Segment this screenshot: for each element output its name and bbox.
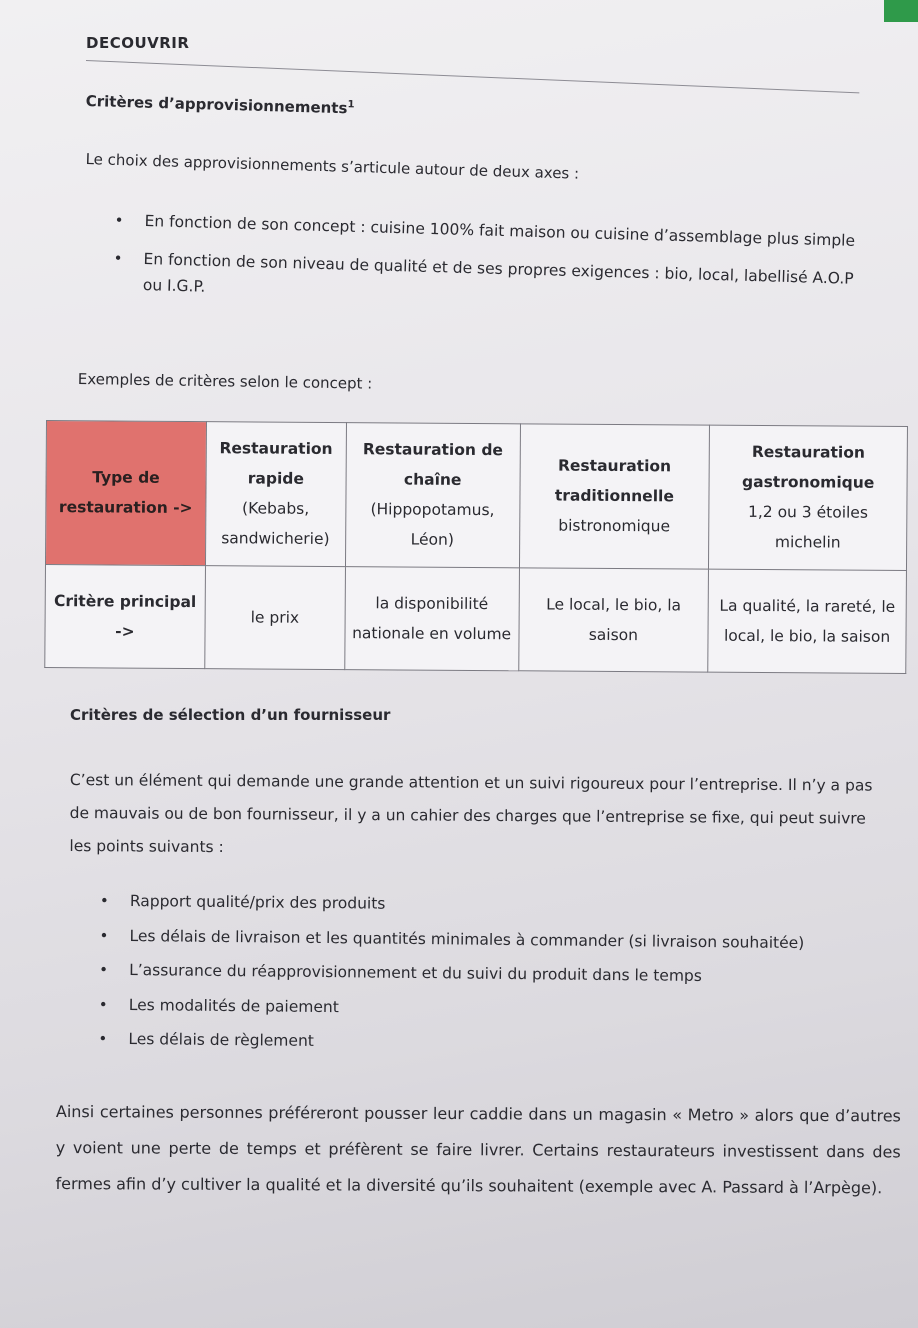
- col-traditionnelle: [519, 424, 710, 569]
- type-header-cell: Type de restauration ->: [45, 421, 206, 566]
- criterion-cell: La qualité, la rareté, le local, le bio, la saison: [708, 569, 906, 674]
- green-corner: [884, 0, 918, 22]
- criteria-list: [128, 889, 900, 1070]
- criterion-label-cell: Critère principal ->: [45, 564, 206, 668]
- table-header-row: [45, 421, 907, 571]
- concept-table: [44, 420, 908, 674]
- criteria-item: • Les délais de règlement: [128, 1027, 898, 1059]
- axes-list: [142, 208, 870, 330]
- axis-item: • En fonction de son niveau de qualité et de ses propres exigences : bio, local, labellisé A.O.P ou I.G.P.: [142, 246, 868, 318]
- criterion-cell: Le local, le bio, la saison: [518, 568, 708, 673]
- col-chaine: [345, 423, 520, 568]
- intro-paragraph: Le choix des approvisionnements s’articule autour de deux axes :: [85, 149, 580, 183]
- heading-text: Critères d’approvisionnements: [85, 92, 348, 118]
- criteria-item: • Les délais de livraison et les quantités minimales à commander (si livraison souhaitée): [129, 923, 899, 955]
- fournisseur-paragraph: C’est un élément qui demande une grande attention et un suivi rigoureux pour l’entreprise. Il n’y a pas de mauvais ou de bon fournisseur, il y a un cahier des charges que l’entreprise se fixe, qui peut suivre les points suivants :: [69, 770, 873, 857]
- heading-fournisseur: Critères de sélection d’un fournisseur: [70, 706, 391, 724]
- criterion-cell: la disponibilité nationale en volume: [344, 566, 519, 670]
- table-row: [45, 564, 907, 673]
- col-name: Restauration traditionnelle: [554, 456, 674, 506]
- header-rule: [86, 60, 859, 93]
- section-label: DECOUVRIR: [86, 34, 190, 52]
- footnote-marker: 1: [347, 99, 355, 111]
- col-name: Restauration rapide: [219, 439, 333, 489]
- col-example: bistronomique: [558, 516, 671, 536]
- col-name: Restauration gastronomique: [741, 443, 875, 493]
- criteria-item: • Les modalités de paiement: [129, 992, 899, 1024]
- criteria-item: • L’assurance du réapprovisionnement et du suivi du produit dans le temps: [129, 958, 899, 990]
- conclusion-paragraph: Ainsi certaines personnes préféreront pousser leur caddie dans un magasin « Metro » alors que d’autres y voient une perte de temps et préfèrent se faire livrer. Certains restaurateurs investissent dans des fermes afin d’y cultiver la qualité et la diversité qu’ils souhaitent (exemple avec A. Passard à l’Arpège).: [55, 1101, 901, 1198]
- table-intro: Exemples de critères selon le concept :: [77, 369, 373, 393]
- col-example: 1,2 ou 3 étoiles michelin: [747, 503, 869, 552]
- criterion-cell: le prix: [205, 565, 346, 669]
- col-rapide: [205, 422, 346, 567]
- col-name: Restauration de chaîne: [362, 440, 504, 490]
- col-example: (Hippopotamus, Léon): [370, 500, 495, 550]
- col-gastronomique: [709, 425, 908, 570]
- axis-item: • En fonction de son concept : cuisine 100% fait maison ou cuisine d’assemblage plus simple: [144, 208, 869, 254]
- heading-approvisionnements: [85, 92, 354, 117]
- criteria-item: • Rapport qualité/prix des produits: [130, 889, 900, 921]
- col-example: (Kebabs, sandwicherie): [221, 499, 330, 549]
